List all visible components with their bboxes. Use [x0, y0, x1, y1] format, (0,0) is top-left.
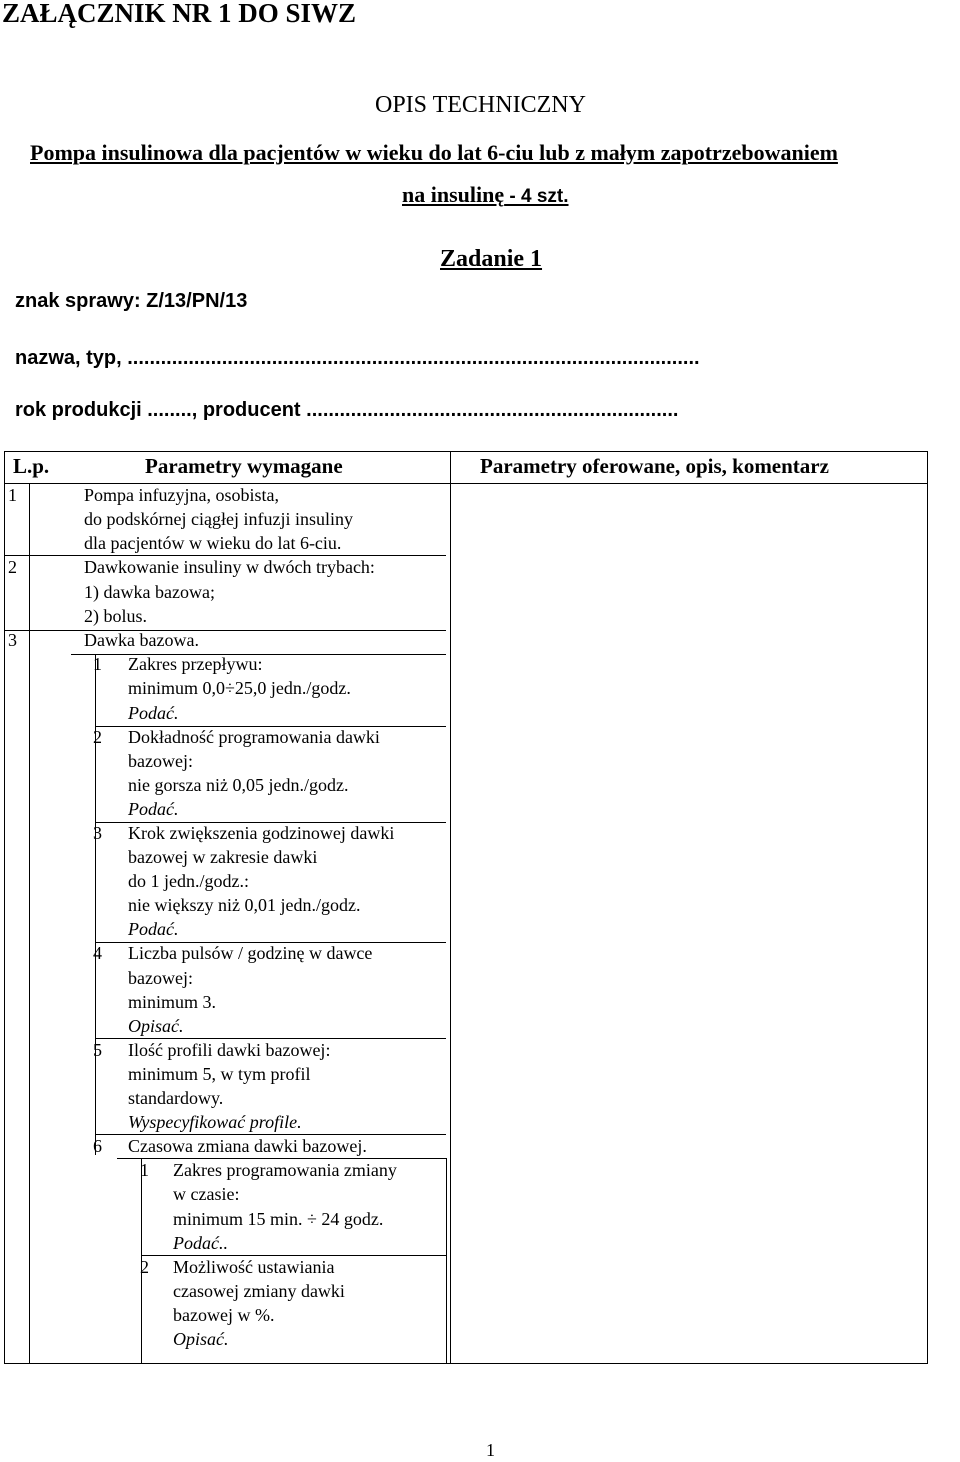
requirement-text: do podskórnej ciągłej infuzji insuliny: [84, 509, 353, 529]
task-heading: Zadanie 1: [440, 246, 543, 272]
row-number: 1: [8, 485, 17, 505]
requirement-text: Czasowa zmiana dawki bazowej.: [128, 1136, 367, 1156]
sub-sub-row-number: 2: [140, 1257, 149, 1277]
requirement-text: Krok zwiększenia godzinowej dawki: [128, 823, 395, 843]
requirement-note: Podać.: [128, 703, 179, 723]
requirement-text: minimum 0,0÷25,0 jedn./godz.: [128, 678, 351, 698]
header-required-params: Parametry wymagane: [145, 454, 343, 478]
requirement-text: Dawkowanie insuliny w dwóch trybach:: [84, 557, 375, 577]
requirement-text: Pompa infuzyjna, osobista,: [84, 485, 279, 505]
requirement-note: Podać..: [173, 1233, 228, 1253]
offered-params-cell[interactable]: [451, 483, 926, 1362]
requirement-note: Opisać.: [173, 1329, 229, 1349]
requirement-text: bazowej:: [128, 751, 193, 771]
subject-title-line2-a: na insulinę: [402, 182, 505, 207]
sub-row-number: 1: [93, 654, 102, 674]
row-number: 2: [8, 557, 17, 577]
requirement-text: Dawka bazowa.: [84, 630, 199, 650]
header-lp: L.p.: [13, 454, 50, 478]
requirement-text: Możliwość ustawiania: [173, 1257, 335, 1277]
requirement-text: Dokładność programowania dawki: [128, 727, 380, 747]
requirement-text: bazowej w zakresie dawki: [128, 847, 318, 867]
sub-row-number: 4: [93, 943, 102, 963]
requirement-text: Ilość profili dawki bazowej:: [128, 1040, 331, 1060]
requirement-note: Opisać.: [128, 1016, 184, 1036]
production-year-field[interactable]: rok produkcji ........, producent ...................................................................: [15, 399, 679, 421]
requirement-text: minimum 3.: [128, 992, 217, 1012]
requirement-text: 2) bolus.: [84, 606, 147, 626]
requirement-text: nie większy niż 0,01 jedn./godz.: [128, 895, 361, 915]
subject-title-line2-b: - 4 szt.: [504, 186, 569, 207]
subject-title-line2: [402, 182, 569, 208]
sub-row-number: 6: [93, 1136, 102, 1156]
sub-row-number: 5: [93, 1040, 102, 1060]
page-number: 1: [486, 1440, 495, 1460]
sub-sub-row-number: 1: [140, 1160, 149, 1180]
column-divider: [29, 483, 30, 1363]
requirement-text: w czasie:: [173, 1184, 240, 1204]
requirement-text: czasowej zmiany dawki: [173, 1281, 345, 1301]
row-divider: [5, 630, 446, 631]
subject-title-line1: Pompa insulinowa dla pacjentów w wieku do lat 6-ciu lub z małym zapotrzebowaniem: [30, 140, 838, 165]
case-number: znak sprawy: Z/13/PN/13: [15, 290, 248, 312]
sub-row-number: 2: [93, 727, 102, 747]
subtable-divider: [446, 1158, 447, 1364]
requirement-text: Zakres przepływu:: [128, 654, 263, 674]
requirement-text: standardowy.: [128, 1088, 224, 1108]
requirement-text: Zakres programowania zmiany: [173, 1160, 397, 1180]
requirement-text: nie gorsza niż 0,05 jedn./godz.: [128, 775, 349, 795]
requirement-text: minimum 5, w tym profil: [128, 1064, 311, 1084]
sub-row-number: 3: [93, 823, 102, 843]
name-type-field[interactable]: nazwa, typ, .......................................................................................................: [15, 347, 700, 369]
requirement-note: Podać.: [128, 799, 179, 819]
requirement-text: do 1 jedn./godz.:: [128, 871, 249, 891]
row-number: 3: [8, 630, 17, 650]
requirement-text: Liczba pulsów / godzinę w dawce: [128, 943, 373, 963]
annex-heading: ZAŁĄCZNIK NR 1 DO SIWZ: [2, 0, 357, 28]
requirement-note: Wyspecyfikować profile.: [128, 1112, 302, 1132]
requirement-text: 1) dawka bazowa;: [84, 582, 215, 602]
header-offered-params: Parametry oferowane, opis, komentarz: [480, 454, 829, 478]
document-title: OPIS TECHNICZNY: [375, 92, 586, 118]
requirement-note: Podać.: [128, 919, 179, 939]
requirement-text: bazowej:: [128, 968, 193, 988]
requirement-text: bazowej w %.: [173, 1305, 275, 1325]
requirement-text: dla pacjentów w wieku do lat 6-ciu.: [84, 533, 342, 553]
requirement-text: minimum 15 min. ÷ 24 godz.: [173, 1209, 384, 1229]
